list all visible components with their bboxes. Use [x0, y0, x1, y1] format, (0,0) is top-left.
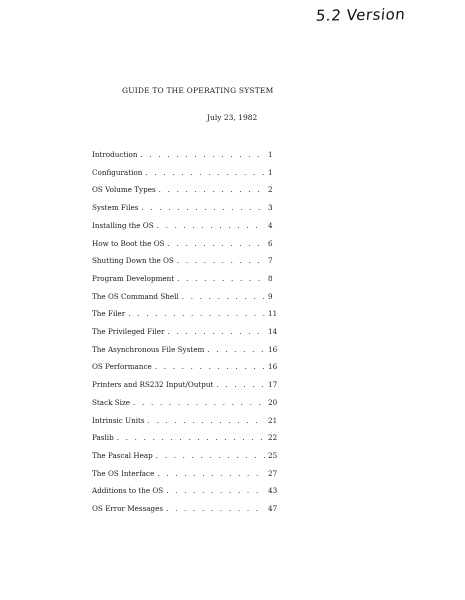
- toc-dot-leader: [133, 398, 265, 408]
- toc-entry-page: 9: [268, 291, 273, 301]
- toc-dot-leader: [141, 203, 265, 213]
- toc-entry: [92, 362, 282, 372]
- toc-entry: [92, 239, 282, 249]
- toc-dot-leader: [128, 309, 265, 319]
- toc-dot-leader: [182, 292, 265, 302]
- toc-dot-leader: [159, 185, 265, 195]
- toc-entry-title: Configuration: [92, 167, 143, 177]
- toc-entry: [92, 274, 282, 284]
- toc-entry: [92, 504, 282, 514]
- toc-entry-page: 16: [268, 344, 278, 354]
- toc-entry-title: The OS Interface: [92, 468, 155, 478]
- toc-dot-leader: [177, 256, 265, 266]
- toc-entry-title: Installing the OS: [92, 220, 154, 230]
- toc-entry-page: 22: [268, 433, 278, 443]
- toc-entry-title: The OS Command Shell: [92, 291, 179, 301]
- toc-dot-leader: [166, 504, 265, 514]
- toc-entry-page: 8: [268, 273, 273, 283]
- toc-entry-page: 3: [268, 203, 273, 213]
- toc-entry-title: The Filer: [92, 309, 126, 319]
- toc-entry: [92, 292, 282, 302]
- toc-entry: [92, 150, 282, 160]
- toc-entry: [92, 416, 282, 426]
- toc-entry: [92, 203, 282, 213]
- toc-entry-title: Additions to the OS: [92, 486, 164, 496]
- toc-entry-title: Shutting Down the OS: [92, 256, 174, 266]
- toc-dot-leader: [216, 380, 265, 390]
- toc-entry-page: 21: [268, 415, 278, 425]
- toc-dot-leader: [141, 150, 265, 160]
- toc-dot-leader: [117, 433, 265, 443]
- toc-entry-title: The Privileged Filer: [92, 327, 165, 336]
- toc-entry: [92, 309, 282, 319]
- toc-entry: [92, 451, 282, 461]
- toc-entry-title: How to Boot the OS: [92, 238, 165, 248]
- toc-dot-leader: [177, 274, 265, 284]
- toc-entry-title: Intrinsic Units: [92, 415, 145, 425]
- toc-entry: [92, 486, 282, 496]
- toc-dot-leader: [167, 327, 265, 337]
- toc-entry: [92, 433, 282, 443]
- toc-entry-title: Program Development: [92, 273, 175, 283]
- toc-entry: [92, 469, 282, 479]
- toc-entry-title: Introduction: [92, 150, 138, 159]
- document-title: GUIDE TO THE OPERATING SYSTEM: [122, 86, 274, 95]
- toc-entry-page: 25: [268, 450, 278, 460]
- toc-entry-title: OS Error Messages: [92, 504, 164, 513]
- toc-entry-page: 16: [268, 362, 278, 372]
- toc-entry-page: 6: [268, 238, 273, 248]
- toc-entry-title: The Asynchronous File System: [92, 344, 205, 354]
- toc-dot-leader: [157, 469, 265, 479]
- toc-entry: [92, 185, 282, 195]
- toc-entry-page: 2: [268, 185, 273, 195]
- toc-dot-leader: [145, 168, 265, 178]
- toc-entry: [92, 327, 282, 337]
- toc-entry-title: System Files: [92, 203, 139, 213]
- toc-entry-title: The Pascal Heap: [92, 450, 153, 460]
- toc-entry-page: 11: [268, 309, 278, 319]
- toc-entry: [92, 345, 282, 355]
- toc-entry-page: 14: [268, 327, 278, 336]
- toc-entry-page: 1: [268, 150, 273, 159]
- toc-entry-page: 43: [268, 486, 278, 496]
- toc-entry-page: 1: [268, 167, 273, 177]
- toc-dot-leader: [166, 486, 265, 496]
- toc-entry: [92, 168, 282, 178]
- toc-entry-page: 27: [268, 468, 278, 478]
- toc-entry-page: 7: [268, 256, 273, 266]
- toc-entry-page: 20: [268, 397, 278, 407]
- document-date: July 23, 1982: [207, 113, 258, 122]
- toc-dot-leader: [207, 345, 265, 355]
- toc-entry: [92, 380, 282, 390]
- toc-entry-page: 47: [268, 504, 278, 513]
- toc-entry-title: OS Volume Types: [92, 185, 156, 195]
- toc-entry: [92, 221, 282, 231]
- toc-dot-leader: [157, 221, 265, 231]
- toc-entry-title: Paslib: [92, 433, 114, 443]
- toc-dot-leader: [168, 239, 265, 249]
- toc-entry-page: 4: [268, 220, 273, 230]
- toc-dot-leader: [148, 416, 265, 426]
- toc-entry-title: OS Performance: [92, 362, 152, 372]
- toc-dot-leader: [156, 451, 265, 461]
- toc-entry-page: 17: [268, 380, 278, 390]
- toc-entry: [92, 256, 282, 266]
- toc-entry-title: Stack Size: [92, 397, 131, 407]
- toc-entry-title: Printers and RS232 Input/Output: [92, 380, 214, 390]
- handwritten-version-note: 5.2 Version: [315, 5, 407, 25]
- toc-dot-leader: [155, 362, 265, 372]
- toc-entry: [92, 398, 282, 408]
